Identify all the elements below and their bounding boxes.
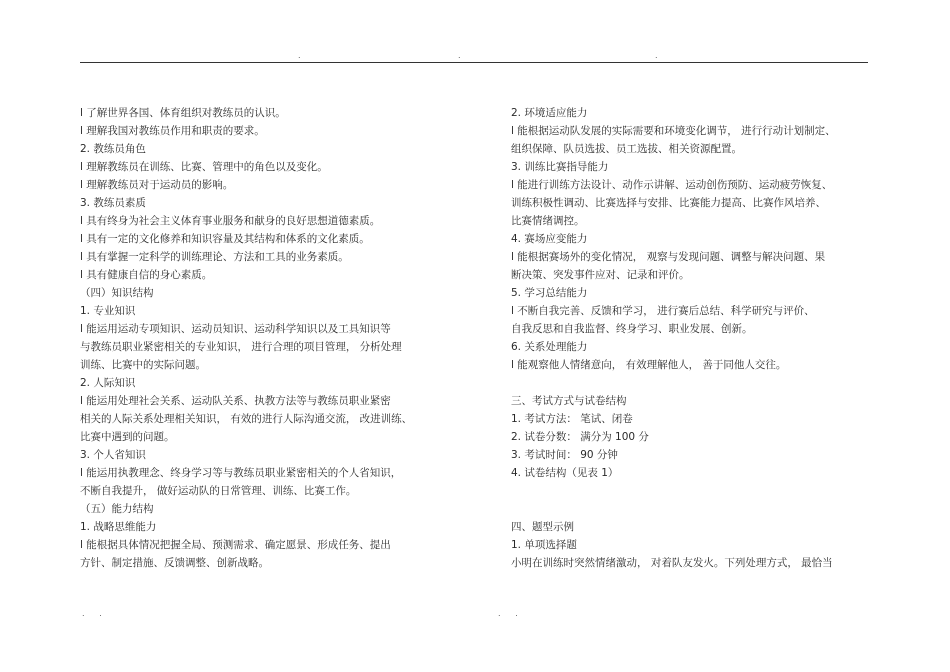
section-heading: 1. 单项选择题 <box>511 539 577 551</box>
text-line: l 理解教练员对于运动员的影响。 <box>80 179 234 191</box>
text-line: 方针、制定措施、反馈调整、创新战略。 <box>80 557 269 569</box>
text-line: 不断自我提升， 做好运动队的日常管理、训练、比赛工作。 <box>80 485 357 497</box>
text-line: 2. 试卷分数： 满分为 100 分 <box>511 431 649 443</box>
section-heading: 3. 训练比赛指导能力 <box>511 161 609 173</box>
text-line: 训练、比赛中的实际问题。 <box>80 359 206 371</box>
section-heading: 5. 学习总结能力 <box>511 287 588 299</box>
section-heading: 1. 专业知识 <box>80 305 136 317</box>
chapter-heading: 四、题型示例 <box>511 521 574 533</box>
blank-line <box>511 482 871 500</box>
text-line: l 能进行训练方法设计、动作示讲解、运动创伤预防、运动疲劳恢复、 <box>511 179 833 191</box>
header-mark: . <box>458 51 461 60</box>
text-line: l 能运用处理社会关系、运动队关系、执教方法等与教练员职业紧密 <box>80 395 391 407</box>
left-column <box>80 104 495 572</box>
footer-mark: . . <box>498 609 524 618</box>
section-heading: （五）能力结构 <box>80 503 154 515</box>
section-heading: 2. 教练员角色 <box>80 143 146 155</box>
section-heading: （四）知识结构 <box>80 287 154 299</box>
text-line: l 理解教练员在训练、比赛、管理中的角色以及变化。 <box>80 161 328 173</box>
text-line: l 能观察他人情绪意向， 有效理解他人， 善于同他人交往。 <box>511 359 787 371</box>
text-line: 小明在训练时突然情绪激动， 对着队友发火。下列处理方式， 最恰当 <box>511 557 833 569</box>
text-line: l 能运用执教理念、终身学习等与教练员职业紧密相关的个人省知识， <box>80 467 402 479</box>
header-rule <box>80 62 868 63</box>
text-line: l 能运用运动专项知识、运动员知识、运动科学知识以及工具知识等 <box>80 323 391 335</box>
section-heading: 2. 环境适应能力 <box>511 107 588 119</box>
text-line: 4. 试卷结构（见表 1） <box>511 467 619 479</box>
text-line: l 能根据具体情况把握全局、预测需求、确定愿景、形成任务、提出 <box>80 539 391 551</box>
text-line: l 具有健康自信的身心素质。 <box>80 269 213 281</box>
text-line: 与教练员职业紧密相关的专业知识， 进行合理的项目管理， 分析处理 <box>80 341 402 353</box>
chapter-heading: 三、考试方式与试卷结构 <box>511 395 627 407</box>
right-column <box>511 104 871 572</box>
text-line: l 具有终身为社会主义体育事业服务和献身的良好思想道德素质。 <box>80 215 381 227</box>
text-line: 断决策、突发事件应对、记录和评价。 <box>511 269 690 281</box>
text-line: l 理解我国对教练员作用和职责的要求。 <box>80 125 265 137</box>
text-line: l 具有一定的文化修养和知识容量及其结构和体系的文化素质。 <box>80 233 370 245</box>
text-line: l 了解世界各国、体育组织对教练员的认识。 <box>80 107 286 119</box>
blank-line <box>511 374 871 392</box>
blank-line <box>511 500 871 518</box>
text-line: 训练积极性调动、比赛选择与安排、比赛能力提高、比赛作风培养、 <box>511 197 826 209</box>
header-mark: . <box>655 51 658 60</box>
section-heading: 3. 教练员素质 <box>80 197 146 209</box>
text-line: l 能根据赛场外的变化情况， 观察与发现问题、调整与解决问题、果 <box>511 251 826 263</box>
section-heading: 2. 人际知识 <box>80 377 136 389</box>
text-line: l 不断自我完善、反馈和学习， 进行赛后总结、科学研究与评价、 <box>511 305 815 317</box>
text-line: 组织保障、队员选拔、员工选拔、相关资源配置。 <box>511 143 742 155</box>
text-line: 比赛中遇到的问题。 <box>80 431 175 443</box>
text-line: 3. 考试时间： 90 分钟 <box>511 449 618 461</box>
text-line: 比赛情绪调控。 <box>511 215 585 227</box>
section-heading: 6. 关系处理能力 <box>511 341 588 353</box>
text-line: 自我反思和自我监督、终身学习、职业发展、创新。 <box>511 323 753 335</box>
text-line: l 具有掌握一定科学的训练理论、方法和工具的业务素质。 <box>80 251 349 263</box>
text-line: l 能根据运动队发展的实际需要和环境变化调节， 进行行动计划制定、 <box>511 125 836 137</box>
footer-mark: . . <box>82 609 108 618</box>
text-line: 1. 考试方法： 笔试、闭卷 <box>511 413 633 425</box>
section-heading: 3. 个人省知识 <box>80 449 146 461</box>
section-heading: 1. 战略思维能力 <box>80 521 157 533</box>
section-heading: 4. 赛场应变能力 <box>511 233 588 245</box>
header-mark: . <box>298 51 301 60</box>
text-line: 相关的人际关系处理相关知识， 有效的进行人际沟通交流， 改进训练、 <box>80 413 413 425</box>
